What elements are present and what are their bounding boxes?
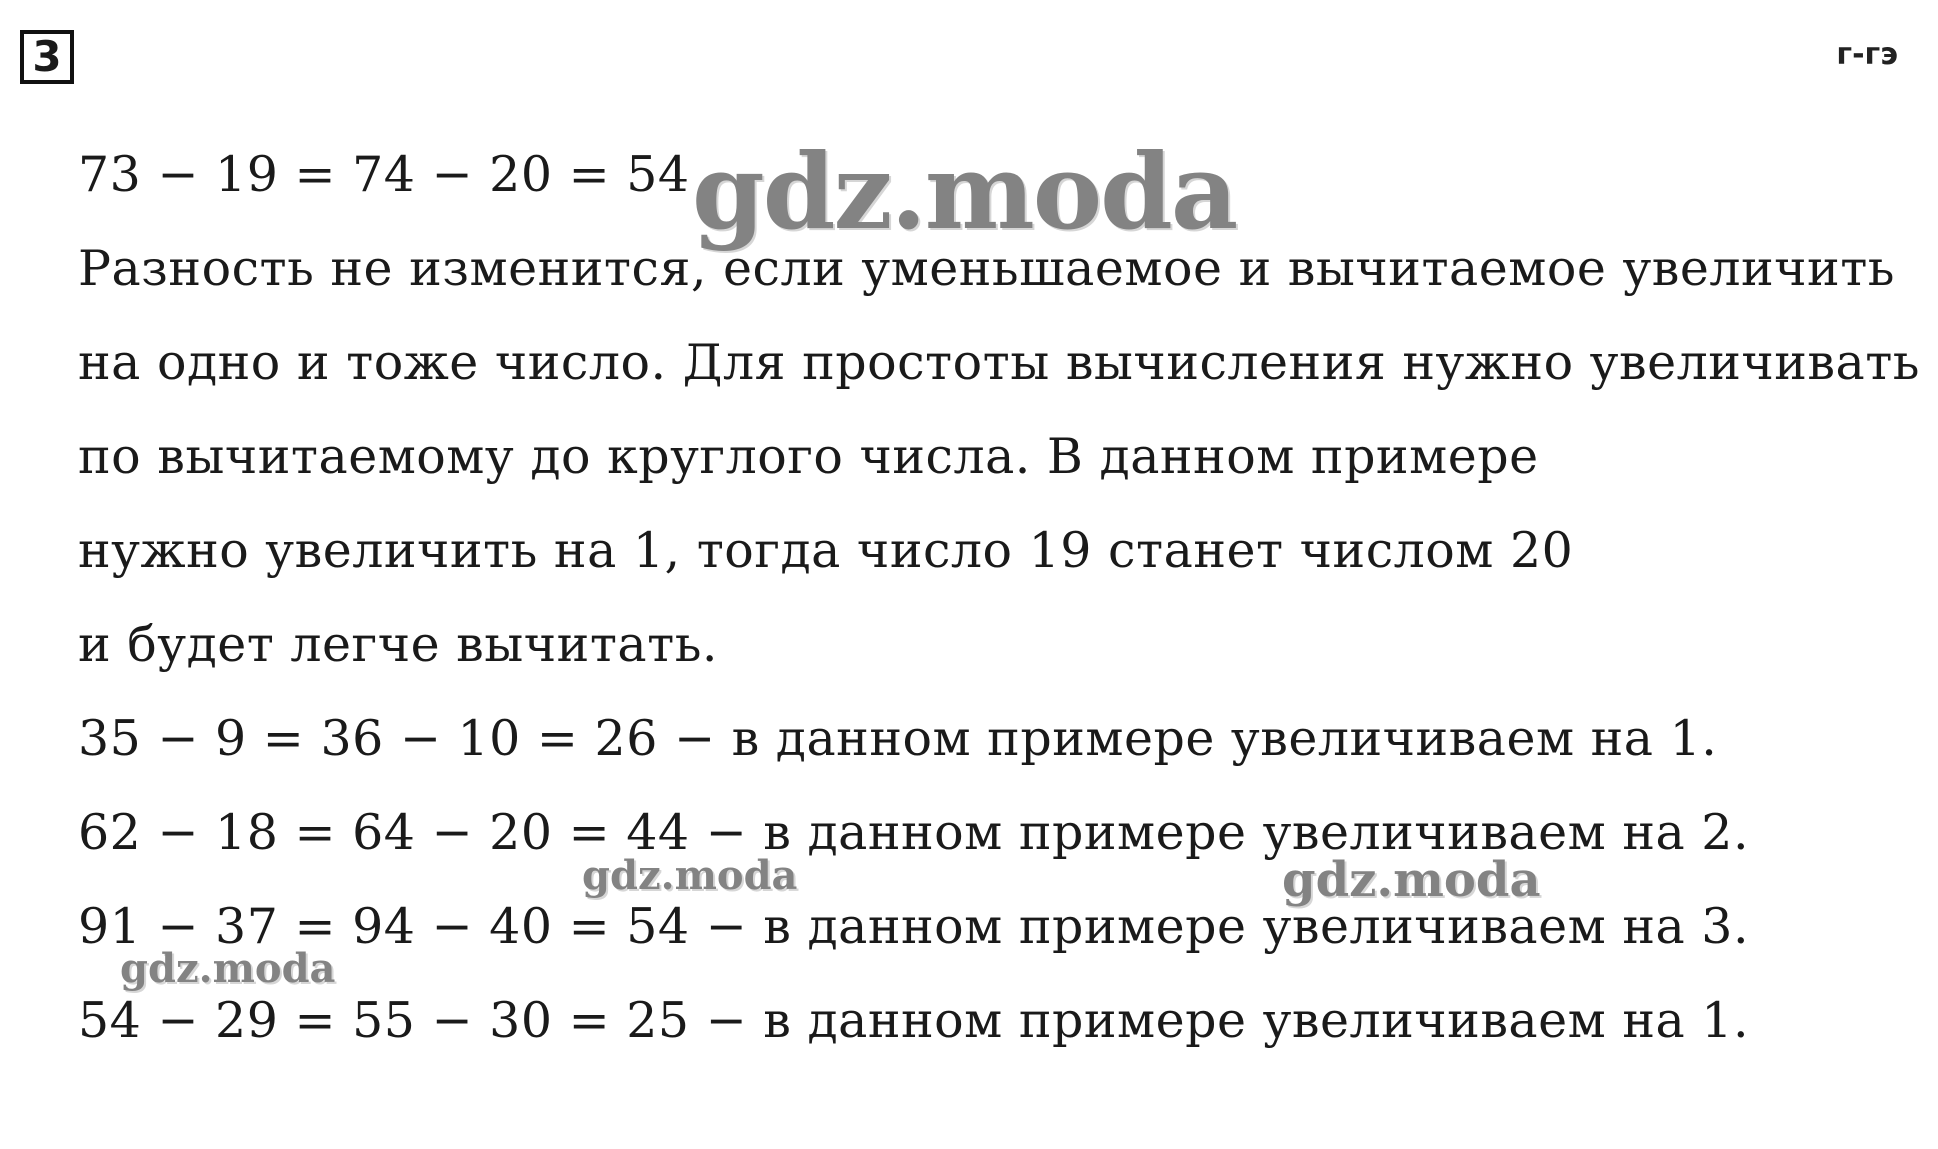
example-line-2: 62 − 18 = 64 − 20 = 44 − в данном примере увеличиваем на 2. <box>78 804 1750 861</box>
explanation-line-3: по вычитаемому до круглого числа. В данном примере <box>78 428 1539 485</box>
corner-mark: г-гэ <box>1836 37 1898 72</box>
explanation-line-2: на одно и тоже число. Для простоты вычисления нужно увеличивать <box>78 334 1920 391</box>
watermark-small: gdz.moda <box>582 852 798 899</box>
example-line-1: 35 − 9 = 36 − 10 = 26 − в данном примере увеличиваем на 1. <box>78 710 1718 767</box>
watermark-small: gdz.moda <box>120 945 336 992</box>
solution-text <box>78 128 1918 1068</box>
explanation-line-1: Разность не изменится, если уменьшаемое и вычитаемое увеличить <box>78 240 1895 297</box>
explanation-line-4: нужно увеличить на 1, тогда число 19 станет числом 20 <box>78 522 1574 579</box>
task-number-box: 3 <box>20 30 74 84</box>
example-line-4: 54 − 29 = 55 − 30 = 25 − в данном примере увеличиваем на 1. <box>78 992 1750 1049</box>
explanation-line-5: и будет легче вычитать. <box>78 616 719 673</box>
watermark-small: gdz.moda <box>1282 852 1541 908</box>
example-line-3: 91 − 37 = 94 − 40 = 54 − в данном примере увеличиваем на 3. <box>78 898 1750 955</box>
watermark-large: gdz.moda <box>692 130 1237 253</box>
equation-line-1: 73 − 19 = 74 − 20 = 54 <box>78 146 690 203</box>
